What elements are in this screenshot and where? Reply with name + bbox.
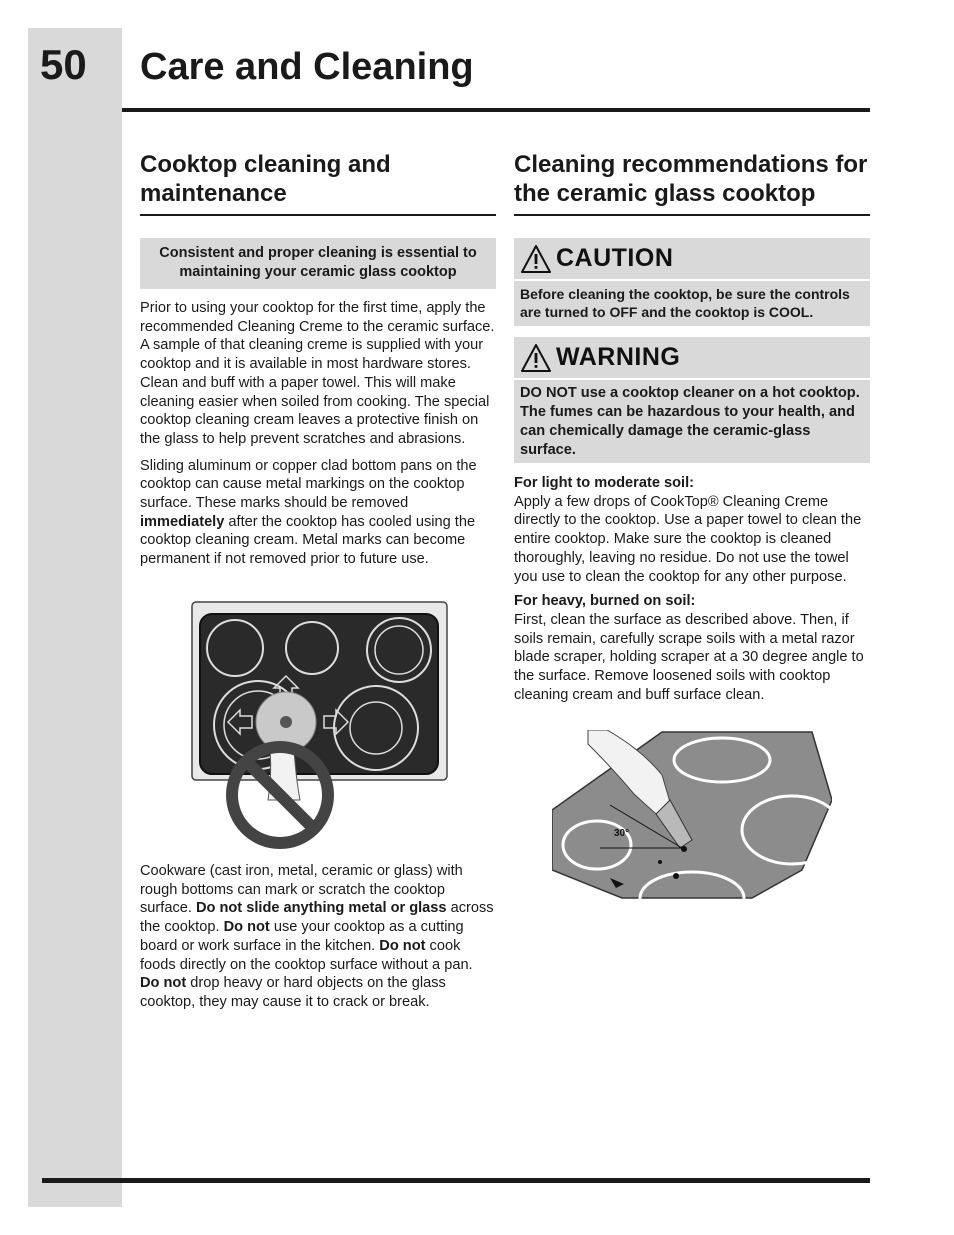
first-use-paragraph: Prior to using your cooktop for the first time, apply the recommended Cleaning Creme to the ceramic surface. A sample of that cleaning creme is supplied with your cooktop and it is available in most hardware stores. Clean and buff with a paper towel. This will make cleaning easier when soiled from cooking. The special cooktop cleaning cream leaves a protective finish on the glass to help prevent scratches and abrasions. bbox=[140, 300, 495, 447]
metal-marks-paragraph: Sliding aluminum or copper clad bottom pans on the cooktop can cause metal markings on the cooktop surface. These marks should be removed immediately after the cooktop has cooled using the cooktop cleaning cream. Metal marks can become permanent if not removed prior to future use. bbox=[140, 457, 477, 568]
heavy-soil-heading: For heavy, burned on soil: bbox=[514, 593, 696, 610]
highlight-note: Consistent and proper cleaning is essential to maintaining your ceramic glass cooktop bbox=[140, 238, 496, 289]
light-soil-text: Apply a few drops of CookTop® Cleaning Creme directly to the cooktop. Use a paper towel to clean the entire cooktop. Make sure the cooktop is cleaned thoroughly, leaving no residue. Do not use the towel you use to clean the cooktop for any other purpose. bbox=[514, 493, 862, 585]
right-column bbox=[514, 150, 870, 704]
left-column bbox=[140, 150, 496, 569]
caution-text: Before cleaning the cooktop, be sure the controls are turned to OFF and the cooktop is COOL. bbox=[520, 286, 850, 320]
cooktop-cleaning-heading: Cooktop cleaning and maintenance bbox=[140, 150, 496, 216]
warning-text: DO NOT use a cooktop cleaner on a hot cooktop. The fumes can be hazardous to your health, and can chemically damage the ceramic-glass surface. bbox=[520, 385, 860, 458]
no-sliding-pan-illustration bbox=[190, 600, 450, 850]
warning-triangle-icon bbox=[520, 343, 552, 373]
cookware-paragraph: Cookware (cast iron, metal, ceramic or glass) with rough bottoms can mark or scratch the cooktop surface. Do not slide anything metal or glass across the cooktop. Do not use your cooktop as a cutting board or work surface in the kitchen. Do not cook foods directly on the cooktop surface without a pan. Do not drop heavy or hard objects on the glass cooktop, they may cause it to crack or break. bbox=[140, 863, 494, 1010]
heavy-soil-section bbox=[514, 592, 870, 704]
caution-box bbox=[514, 238, 870, 326]
light-soil-heading: For light to moderate soil: bbox=[514, 475, 694, 491]
footer-rule bbox=[42, 1178, 870, 1183]
caution-triangle-icon bbox=[520, 244, 552, 274]
warning-box bbox=[514, 337, 870, 463]
page-sidebar-band bbox=[28, 28, 122, 1207]
ceramic-glass-recommendations-heading: Cleaning recommendations for the ceramic glass cooktop bbox=[514, 150, 870, 216]
heavy-soil-text: First, clean the surface as described above. Then, if soils remain, carefully scrape soils with a metal razor blade scraper, holding scraper at a 30 degree angle to the surface. Remove loosened soils with cooktop cleaning cream and buff surface clean. bbox=[514, 611, 864, 703]
scraper-illustration bbox=[552, 730, 832, 900]
page-title: Care and Cleaning bbox=[140, 46, 474, 88]
page-number: 50 bbox=[40, 41, 87, 88]
header-rule bbox=[122, 108, 870, 112]
light-soil-section bbox=[514, 474, 870, 586]
caution-label: CAUTION bbox=[556, 244, 674, 272]
angle-label: 30° bbox=[614, 828, 630, 839]
warning-label: WARNING bbox=[556, 343, 681, 371]
